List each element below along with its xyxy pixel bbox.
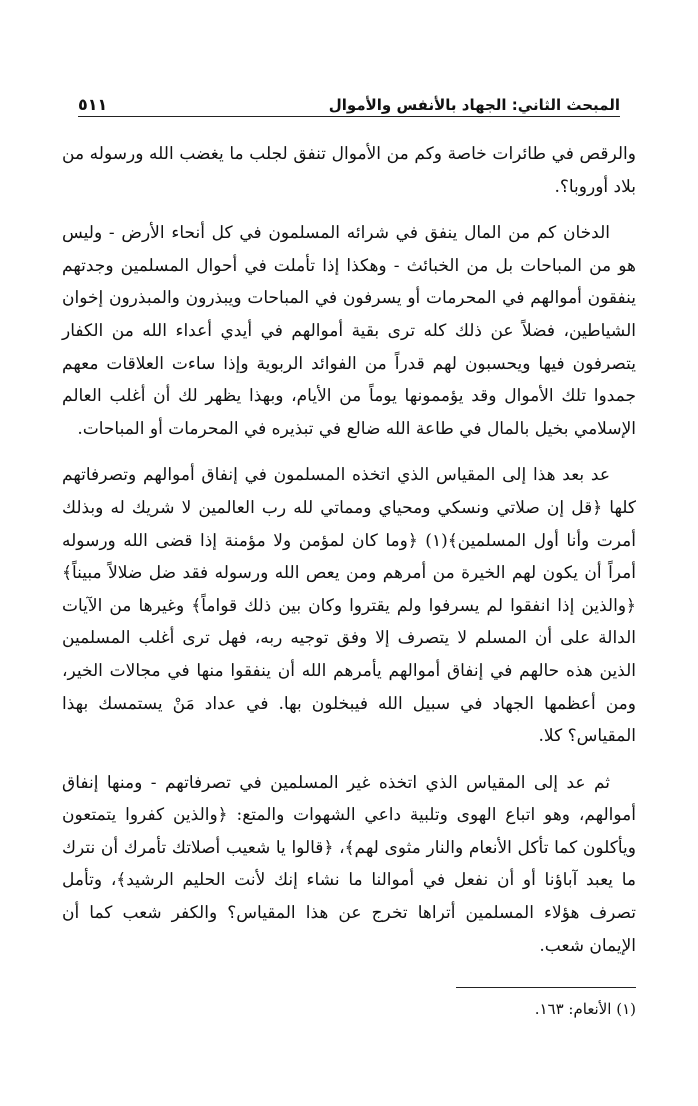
paragraph: ثم عد إلى المقياس الذي اتخذه غير المسلمين في تصرفاتهم - ومنها إنفاق أموالهم، وهو اتباع الهوى وتلبية داعي الشهوات والمتع: ﴿والذين كفروا يتمتعون ويأكلون كما تأكل الأنعام والنار مثوى لهم﴾، ﴿قالوا يا شعيب أصلاتك تأمرك أن نترك ما يعبد آباؤنا أو أن نفعل في أموالنا ما نشاء إنك لأنت الحليم الرشيد﴾، وتأمل تصرف هؤلاء المسلمين أتراها تخرج عن هذا المقياس؟ والكفر شعب كما أن الإيمان شعب. <box>62 772 636 956</box>
page-number: ٥١١ <box>78 95 108 114</box>
main-text <box>62 138 636 962</box>
chapter-title: المبحث الثاني: الجهاد بالأنفس والأموال <box>328 96 620 114</box>
running-header <box>78 86 620 114</box>
paragraph: الدخان كم من المال ينفق في شرائه المسلمون في كل أنحاء الأرض - وليس هو من المباحات بل من الخبائث - وهكذا إذا تأملت في أحوال المسلمين وجدتهم ينفقون أموالهم في المحرمات أو يسرفون في المباحات ويبذرون والمبذرون إخوان الشياطين، فضلاً عن ذلك كله ترى بقية أموالهم في أيدي أعداء الله من الكفار يتصرفون فيها ويحسبون لهم قدراً من الفوائد الربوية وإذا ساءت العلاقات معهم جمدوا تلك الأموال وقد يؤممونها يوماً من الأيام، وبهذا يظهر لك أن أغلب العالم الإسلامي بخيل بالمال في طاعة الله ضالع في تبذيره في المحرمات أو المباحات. <box>62 223 636 439</box>
header-divider <box>78 116 620 117</box>
paragraph: والرقص في طائرات خاصة وكم من الأموال تنفق لجلب ما يغضب الله ورسوله من بلاد أوروبا؟. <box>62 144 636 197</box>
footnote-divider <box>456 987 636 988</box>
footnote: (١) الأنعام: ١٦٣. <box>534 1000 636 1018</box>
paragraph: عد بعد هذا إلى المقياس الذي اتخذه المسلمون في إنفاق أموالهم وتصرفاتهم كلها ﴿قل إن صلاتي ونسكي ومحياي ومماتي لله رب العالمين لا شريك له وبذلك أمرت وأنا أول المسلمين﴾(١) ﴿وما كان لمؤمن ولا مؤمنة إذا قضى الله ورسوله أمراً أن يكون لهم الخيرة من أمرهم ومن يعص الله ورسوله فقد ضل ضلالاً مبيناً﴾ ﴿والذين إذا انفقوا لم يسرفوا ولم يقتروا وكان بين ذلك قواماً﴾ وغيرها من الآيات الدالة على أن المسلم لا يتصرف إلا وفق توجيه ربه، فهل ترى أغلب المسلمين الذين هذه حالهم في إنفاق أموالهم يأمرهم الله أن ينفقوا منها في مجالات الخير، ومن أعظمها الجهاد في سبيل الله فيبخلون بها. في عداد مَنْ يستمسك بهذا المقياس؟ كلا. <box>62 465 636 747</box>
